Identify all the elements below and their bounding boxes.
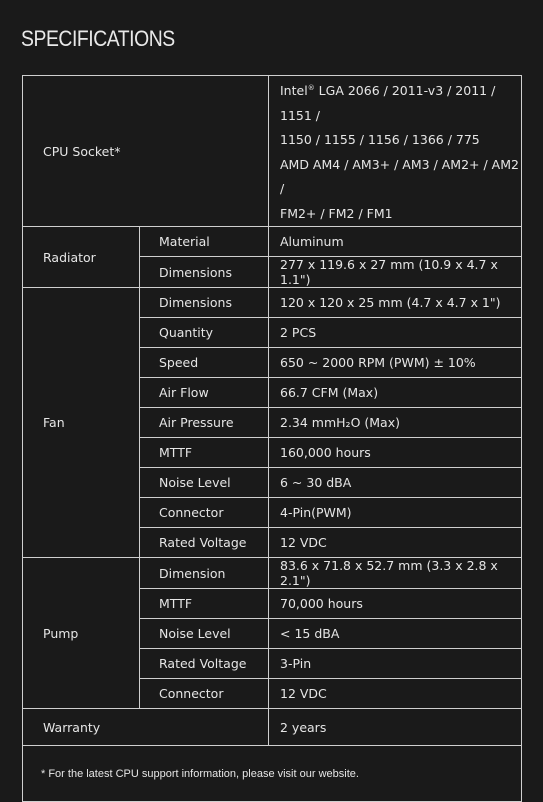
spec-key: Material [140,227,269,257]
spec-value: 83.6 x 71.8 x 52.7 mm (3.3 x 2.8 x 2.1") [269,558,522,589]
spec-key: MTTF [140,438,269,468]
spec-key: Air Pressure [140,408,269,438]
cpu-socket-row [23,76,522,227]
spec-key: Connector [140,498,269,528]
spec-value: 2.34 mmH₂O (Max) [269,408,522,438]
table-row [23,227,522,257]
warranty-row [23,709,522,746]
spec-value: 12 VDC [269,528,522,558]
spec-key: Quantity [140,318,269,348]
spec-key: Noise Level [140,619,269,649]
spec-value: < 15 dBA [269,619,522,649]
spec-value: 4-Pin(PWM) [269,498,522,528]
footnote-row [23,746,522,802]
intel-sockets-line-2: 1150 / 1155 / 1156 / 1366 / 775 [280,132,480,148]
pump-label: Pump [23,558,140,709]
spec-value: 66.7 CFM (Max) [269,378,522,408]
amd-sockets-line-2: FM2+ / FM2 / FM1 [280,205,393,221]
specifications-table [22,75,522,802]
footnote: * For the latest CPU support information, please visit our website. [23,746,522,802]
spec-key: Air Flow [140,378,269,408]
spec-value: 277 x 119.6 x 27 mm (10.9 x 4.7 x 1.1") [269,257,522,288]
spec-key: Dimension [140,558,269,589]
spec-key: Dimensions [140,288,269,318]
table-row [23,558,522,589]
spec-key: Connector [140,679,269,709]
spec-value: 12 VDC [269,679,522,709]
spec-value: 2 PCS [269,318,522,348]
spec-value: 650 ~ 2000 RPM (PWM) ± 10% [269,348,522,378]
spec-key: Speed [140,348,269,378]
spec-value: 70,000 hours [269,589,522,619]
cpu-socket-label: CPU Socket* [23,76,269,227]
spec-key: Rated Voltage [140,649,269,679]
spec-value: 120 x 120 x 25 mm (4.7 x 4.7 x 1") [269,288,522,318]
warranty-value: 2 years [269,709,522,746]
cpu-socket-value [269,76,522,227]
spec-key: Noise Level [140,468,269,498]
spec-value: Aluminum [269,227,522,257]
fan-label: Fan [23,288,140,558]
registered-mark: ® [307,84,315,92]
table-row [23,288,522,318]
page-title: SPECIFICATIONS [21,26,175,51]
spec-key: MTTF [140,589,269,619]
spec-key: Rated Voltage [140,528,269,558]
warranty-label: Warranty [23,709,269,746]
spec-key: Dimensions [140,257,269,288]
spec-value: 3-Pin [269,649,522,679]
radiator-label: Radiator [23,227,140,288]
intel-sockets-line-1: LGA 2066 / 2011-v3 / 2011 / 1151 / [280,83,496,123]
intel-label: Intel [280,83,308,99]
spec-value: 160,000 hours [269,438,522,468]
amd-sockets-line-1: AMD AM4 / AM3+ / AM3 / AM2+ / AM2 / [280,156,519,197]
spec-value: 6 ~ 30 dBA [269,468,522,498]
